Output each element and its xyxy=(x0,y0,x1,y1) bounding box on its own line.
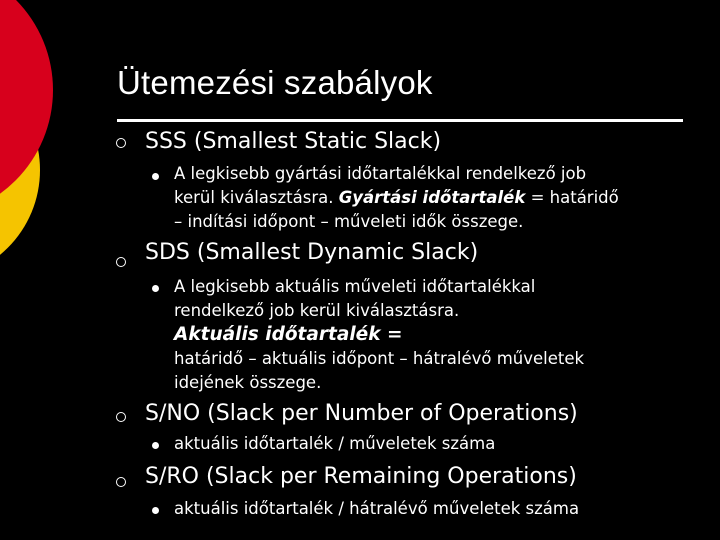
text-line: határidő – aktuális időpont – hátralévő műveletek xyxy=(174,349,585,368)
text-line: rendelkező job kerül kiválasztásra. xyxy=(174,301,460,320)
rule-heading-sss: SSS (Smallest Static Slack) xyxy=(145,129,442,154)
text-fragment: = határidő xyxy=(525,188,619,207)
rule-description-sno xyxy=(174,432,694,456)
rule-heading-sds: SDS (Smallest Dynamic Slack) xyxy=(145,240,479,265)
text-line: – indítási időpont – műveleti idők összege. xyxy=(174,212,524,231)
hollow-bullet-icon xyxy=(116,477,126,487)
text-fragment: kerül kiválasztásra. xyxy=(174,188,339,207)
dot-bullet-icon xyxy=(152,173,159,180)
rule-description-sds xyxy=(174,275,694,395)
term-aktualis-idotartalek: Aktuális időtartalék = xyxy=(174,324,403,345)
text-line xyxy=(174,186,694,210)
text-line: aktuális időtartalék / műveletek száma xyxy=(174,434,496,453)
text-line: idejének összege. xyxy=(174,373,322,392)
term-gyartasi-idotartalek: Gyártási időtartalék xyxy=(338,188,526,207)
dot-bullet-icon xyxy=(152,285,159,292)
text-line: A legkisebb aktuális műveleti időtartalékkal xyxy=(174,277,536,296)
rule-description-sss xyxy=(174,162,694,234)
rule-description-sro xyxy=(174,497,694,521)
dot-bullet-icon xyxy=(152,507,159,514)
slide-title: Ütemezési szabályok xyxy=(117,64,433,101)
text-line: A legkisebb gyártási időtartalékkal rendelkező job xyxy=(174,164,587,183)
hollow-bullet-icon xyxy=(116,138,126,148)
text-line: aktuális időtartalék / hátralévő műveletek száma xyxy=(174,499,580,518)
dot-bullet-icon xyxy=(152,442,159,449)
rule-heading-sno: S/NO (Slack per Number of Operations) xyxy=(145,401,578,426)
rule-heading-sro: S/RO (Slack per Remaining Operations) xyxy=(145,464,577,489)
decorative-circles xyxy=(0,0,60,300)
hollow-bullet-icon xyxy=(116,257,126,267)
title-underline xyxy=(117,119,683,122)
hollow-bullet-icon xyxy=(116,412,126,422)
